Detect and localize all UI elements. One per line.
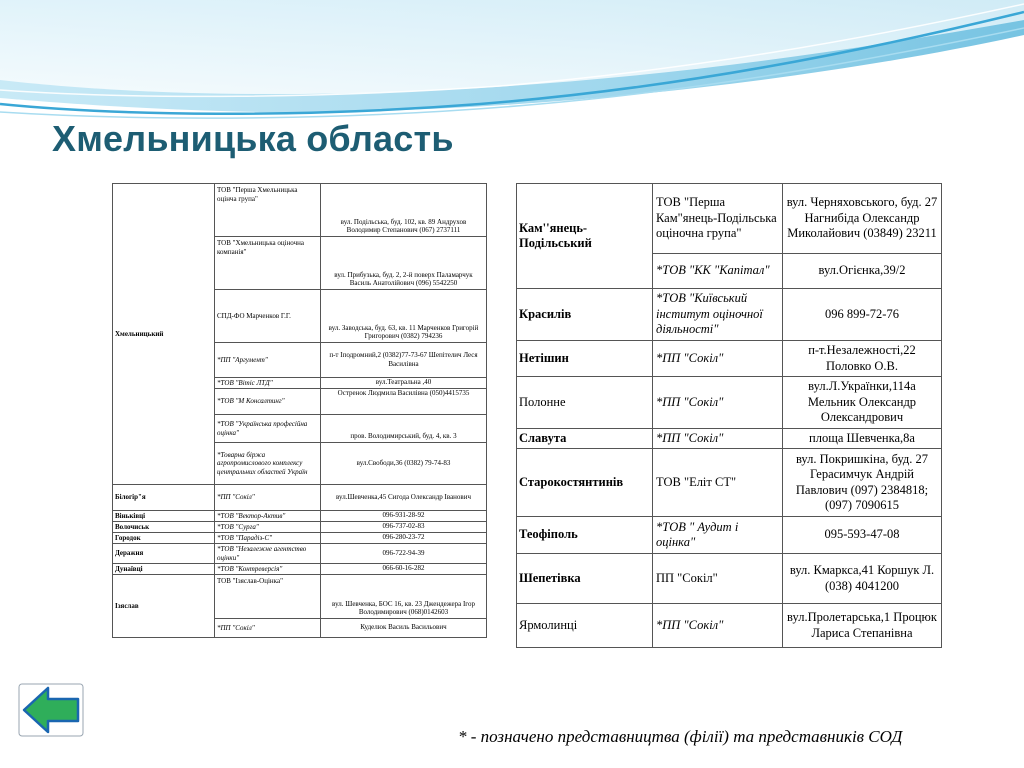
org-cell: ПП "Сокіл" (653, 554, 783, 604)
org-cell: *ТОВ "КК "Капітал" (653, 254, 783, 289)
table-row (517, 554, 942, 604)
address-cell: вул.Свободи,36 (0382) 79-74-83 (321, 443, 487, 485)
address-cell: вул. Кмаркса,41 Коршук Л.(038) 4041200 (783, 554, 942, 604)
city-cell: Кам''янець-Подільський (517, 184, 653, 289)
org-cell: *ТОВ "Українська професійна оцінка" (215, 415, 321, 443)
table-row (517, 429, 942, 449)
table-row (517, 377, 942, 429)
city-cell: Старокостянтинів (517, 449, 653, 517)
org-cell: *ТОВ "Сурга" (215, 522, 321, 533)
address-cell: 095-593-47-08 (783, 517, 942, 554)
city-cell: Хмельницький (113, 184, 215, 485)
org-cell: ТОВ "Еліт СТ" (653, 449, 783, 517)
address-cell: вул.Шевченка,45 Сигода Олександр Іванович (321, 485, 487, 511)
address-cell: 066-60-16-282 (321, 564, 487, 575)
address-cell: пров. Володимирський, буд. 4, кв. 3 (321, 415, 487, 443)
org-cell: ТОВ "Перша Кам"янець-Подільська оціночна група" (653, 184, 783, 254)
table-row (517, 289, 942, 341)
org-cell: *ТОВ "Київський інститут оціночної діяльності" (653, 289, 783, 341)
address-cell: 096-737-02-83 (321, 522, 487, 533)
org-cell: *ТОВ "Парадіз-С" (215, 533, 321, 544)
table-row (517, 449, 942, 517)
city-cell: Шепетівка (517, 554, 653, 604)
page-title: Хмельницька область (52, 118, 454, 159)
table-row (517, 604, 942, 648)
right-directory-table (516, 183, 942, 648)
address-cell: вул. Шевченка, БОС 16, кв. 23 Джендежера Ігор Володимирович (068)0142603 (321, 575, 487, 619)
address-cell: вул. Прибузька, буд. 2, 2-й поверх Паламарчук Василь Анатолійович (096) 5542250 (321, 237, 487, 290)
address-cell: вул.Л.Українки,114а Мельник Олександр Олександрович (783, 377, 942, 429)
address-cell: вул. Заводська, буд. 63, кв. 11 Марченков Григорій Григорович (0382) 794236 (321, 290, 487, 343)
address-cell: вул.Огієнка,39/2 (783, 254, 942, 289)
org-cell: СПД-ФО Марченков Г.Г. (215, 290, 321, 343)
table-row (113, 511, 487, 522)
table-row (517, 184, 942, 254)
address-cell: Остренок Людмила Василівна (050)4415735 (321, 389, 487, 415)
left-directory-table (112, 183, 487, 638)
address-cell: п-т Іподромний,2 (0382)77-73-67 Шепітелич Леся Василівна (321, 343, 487, 378)
org-cell: *ПП "Сокіл" (653, 377, 783, 429)
city-cell: Дунаївці (113, 564, 215, 575)
org-cell: ТОВ "Ізяслав-Оцінка" (215, 575, 321, 619)
address-cell: вул. Подільська, буд. 102, кв. 89 Андрухов Володимир Степанович (067) 2737111 (321, 184, 487, 237)
city-cell: Теофіполь (517, 517, 653, 554)
city-cell: Ізяслав (113, 575, 215, 638)
address-cell: 096-280-23-72 (321, 533, 487, 544)
address-cell: 096 899-72-76 (783, 289, 942, 341)
address-cell: Куделюк Василь Васильович (321, 619, 487, 638)
address-cell: 096-722-94-39 (321, 544, 487, 564)
city-cell: Волочиськ (113, 522, 215, 533)
address-cell: площа Шевченка,8а (783, 429, 942, 449)
org-cell: *ТОВ "М Консалтинг" (215, 389, 321, 415)
city-cell: Віньківці (113, 511, 215, 522)
org-cell: ТОВ "Перша Хмельницька оцінча група" (215, 184, 321, 237)
table-row (113, 522, 487, 533)
city-cell: Білогір"я (113, 485, 215, 511)
address-cell: вул. Черняховського, буд. 27 Нагнибіда Олександр Миколайович (03849) 23211 (783, 184, 942, 254)
org-cell: *ПП "Сокіл" (215, 619, 321, 638)
address-cell: п-т.Незалежності,22 Половко О.В. (783, 341, 942, 377)
org-cell: *ПП "Сокіл" (653, 604, 783, 648)
table-row (113, 575, 487, 619)
city-cell: Нетішин (517, 341, 653, 377)
city-cell: Славута (517, 429, 653, 449)
org-cell: *ТОВ " Аудит і оцінка" (653, 517, 783, 554)
table-row (113, 544, 487, 564)
org-cell: *ТОВ "Вітіс ЛТД" (215, 378, 321, 389)
address-cell: вул.Театральна ,40 (321, 378, 487, 389)
org-cell: *ТОВ "Незалежне агентство оцінки" (215, 544, 321, 564)
table-row (113, 485, 487, 511)
city-cell: Деражня (113, 544, 215, 564)
city-cell: Городок (113, 533, 215, 544)
city-cell: Ярмолинці (517, 604, 653, 648)
org-cell: ТОВ "Хмельницька оціночна компанія" (215, 237, 321, 290)
org-cell: *ТОВ "Вектор-Актив" (215, 511, 321, 522)
city-cell: Красилів (517, 289, 653, 341)
org-cell: *Товарна біржа агропромислового комплексу центральних областей Україн (215, 443, 321, 485)
org-cell: *ПП "Сокіл" (653, 341, 783, 377)
address-cell: 096-931-28-92 (321, 511, 487, 522)
footnote: * - позначено представництва (філії) та представників СОД (458, 727, 903, 746)
address-cell: вул. Покришкіна, буд. 27 Герасимчук Андрій Павлович (097) 2384818; (097) 7090615 (783, 449, 942, 517)
wave-decoration (0, 0, 1024, 130)
org-cell: *ПП "Сокіл" (653, 429, 783, 449)
table-row (517, 341, 942, 377)
org-cell: *ПП "Аргумент" (215, 343, 321, 378)
back-arrow-icon[interactable] (18, 683, 84, 737)
org-cell: *ПП "Сокіл" (215, 485, 321, 511)
table-row (113, 184, 487, 237)
table-row (517, 517, 942, 554)
city-cell: Полонне (517, 377, 653, 429)
org-cell: *ТОВ "Контреверсія" (215, 564, 321, 575)
address-cell: вул.Пролетарська,1 Процюк Лариса Степанівна (783, 604, 942, 648)
table-row (113, 564, 487, 575)
table-row (113, 533, 487, 544)
